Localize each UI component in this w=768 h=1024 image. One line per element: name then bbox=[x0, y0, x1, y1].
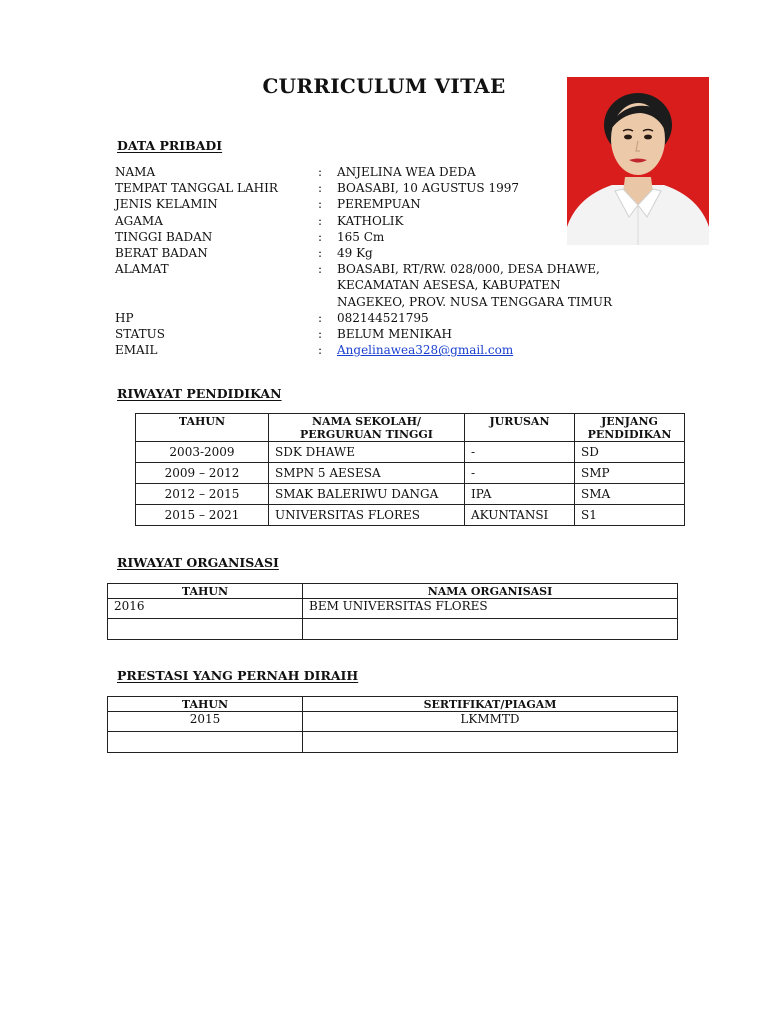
personal-colon: : bbox=[318, 213, 323, 228]
achievements-header-year: TAHUN bbox=[108, 697, 303, 712]
education-school-cell: UNIVERSITAS FLORES bbox=[269, 505, 465, 526]
education-year-cell: 2003-2009 bbox=[136, 442, 269, 463]
education-school-cell: SMAK BALERIWU DANGA bbox=[269, 484, 465, 505]
organization-name-cell: BEM UNIVERSITAS FLORES bbox=[303, 599, 678, 619]
personal-row bbox=[115, 310, 635, 326]
education-year-cell: 2015 – 2021 bbox=[136, 505, 269, 526]
section-title-education: RIWAYAT PENDIDIKAN bbox=[117, 386, 282, 401]
personal-row bbox=[115, 261, 635, 310]
table-row bbox=[108, 599, 678, 619]
education-major-cell: - bbox=[465, 442, 575, 463]
achievements-header-certificate: SERTIFIKAT/PIAGAM bbox=[303, 697, 678, 712]
achievements-table bbox=[107, 696, 678, 753]
empty-cell bbox=[108, 732, 303, 753]
personal-colon: : bbox=[318, 262, 323, 277]
personal-value: PEREMPUAN bbox=[337, 197, 421, 212]
education-header-major: JURUSAN bbox=[465, 414, 575, 442]
education-major-cell: AKUNTANSI bbox=[465, 505, 575, 526]
personal-value: KATHOLIK bbox=[337, 213, 404, 228]
education-major-cell: IPA bbox=[465, 484, 575, 505]
education-year-cell: 2012 – 2015 bbox=[136, 484, 269, 505]
organization-header-year: TAHUN bbox=[108, 584, 303, 599]
email-link[interactable]: Angelinawea328@gmail.com bbox=[337, 343, 514, 358]
education-year-cell: 2009 – 2012 bbox=[136, 463, 269, 484]
personal-colon: : bbox=[318, 181, 323, 196]
table-row bbox=[136, 442, 685, 463]
personal-row bbox=[115, 245, 635, 261]
personal-row bbox=[115, 213, 635, 229]
personal-value: BOASABI, 10 AGUSTUS 1997 bbox=[337, 181, 519, 196]
personal-row bbox=[115, 180, 635, 196]
section-title-personal: DATA PRIBADI bbox=[117, 138, 223, 153]
personal-row bbox=[115, 326, 635, 342]
empty-cell bbox=[303, 732, 678, 753]
organization-year-cell: 2016 bbox=[108, 599, 303, 619]
education-level-cell: S1 bbox=[575, 505, 685, 526]
education-table bbox=[135, 413, 685, 526]
education-school-cell: SDK DHAWE bbox=[269, 442, 465, 463]
table-row-empty bbox=[108, 619, 678, 640]
personal-label: AGAMA bbox=[115, 213, 163, 228]
personal-value: 165 Cm bbox=[337, 229, 385, 244]
personal-label: HP bbox=[115, 310, 134, 325]
education-header-year: TAHUN bbox=[136, 414, 269, 442]
table-row bbox=[136, 484, 685, 505]
personal-row bbox=[115, 164, 635, 180]
personal-row bbox=[115, 196, 635, 212]
education-level-cell: SD bbox=[575, 442, 685, 463]
personal-value: ANJELINA WEA DEDA bbox=[337, 165, 476, 179]
personal-colon: : bbox=[318, 310, 323, 325]
education-header-level: JENJANG PENDIDIKAN bbox=[575, 414, 685, 442]
education-level-cell: SMA bbox=[575, 484, 685, 505]
section-title-achievements: PRESTASI YANG PERNAH DIRAIH bbox=[117, 668, 359, 683]
achievements-year-cell: 2015 bbox=[108, 712, 303, 732]
section-title-organization: RIWAYAT ORGANISASI bbox=[117, 555, 279, 570]
table-row bbox=[136, 463, 685, 484]
achievements-name-cell: LKMMTD bbox=[303, 712, 678, 732]
organization-table bbox=[107, 583, 678, 640]
personal-row bbox=[115, 342, 635, 358]
education-header-school: NAMA SEKOLAH/ PERGURUAN TINGGI bbox=[269, 414, 465, 442]
table-row bbox=[136, 505, 685, 526]
personal-label: JENIS KELAMIN bbox=[115, 197, 218, 212]
empty-cell bbox=[108, 619, 303, 640]
personal-label: ALAMAT bbox=[115, 262, 169, 277]
organization-header-name: NAMA ORGANISASI bbox=[303, 584, 678, 599]
personal-value: BELUM MENIKAH bbox=[337, 327, 453, 342]
personal-label: BERAT BADAN bbox=[115, 246, 208, 261]
personal-colon: : bbox=[318, 343, 323, 358]
education-major-cell: - bbox=[465, 463, 575, 484]
personal-label: EMAIL bbox=[115, 343, 158, 358]
personal-label: NAMA bbox=[115, 165, 156, 179]
personal-value: BOASABI, RT/RW. 028/000, DESA DHAWE, KECAMATAN AESESA, KABUPATEN NAGEKEO, PROV. NUSA TENGGARA TIMUR bbox=[337, 262, 613, 309]
personal-value: 49 Kg bbox=[337, 246, 373, 261]
empty-cell bbox=[303, 619, 678, 640]
education-level-cell: SMP bbox=[575, 463, 685, 484]
personal-info bbox=[115, 164, 635, 358]
personal-row bbox=[115, 229, 635, 245]
personal-label: TINGGI BADAN bbox=[115, 229, 213, 244]
personal-colon: : bbox=[318, 229, 323, 244]
table-row bbox=[108, 712, 678, 732]
personal-colon: : bbox=[318, 246, 323, 261]
education-school-cell: SMPN 5 AESESA bbox=[269, 463, 465, 484]
personal-colon: : bbox=[318, 327, 323, 342]
personal-colon: : bbox=[318, 197, 323, 212]
personal-label: STATUS bbox=[115, 327, 165, 342]
page-title: CURRICULUM VITAE bbox=[262, 74, 506, 98]
personal-colon: : bbox=[318, 165, 323, 179]
table-row-empty bbox=[108, 732, 678, 753]
personal-value: 082144521795 bbox=[337, 310, 429, 325]
personal-label: TEMPAT TANGGAL LAHIR bbox=[115, 181, 278, 196]
